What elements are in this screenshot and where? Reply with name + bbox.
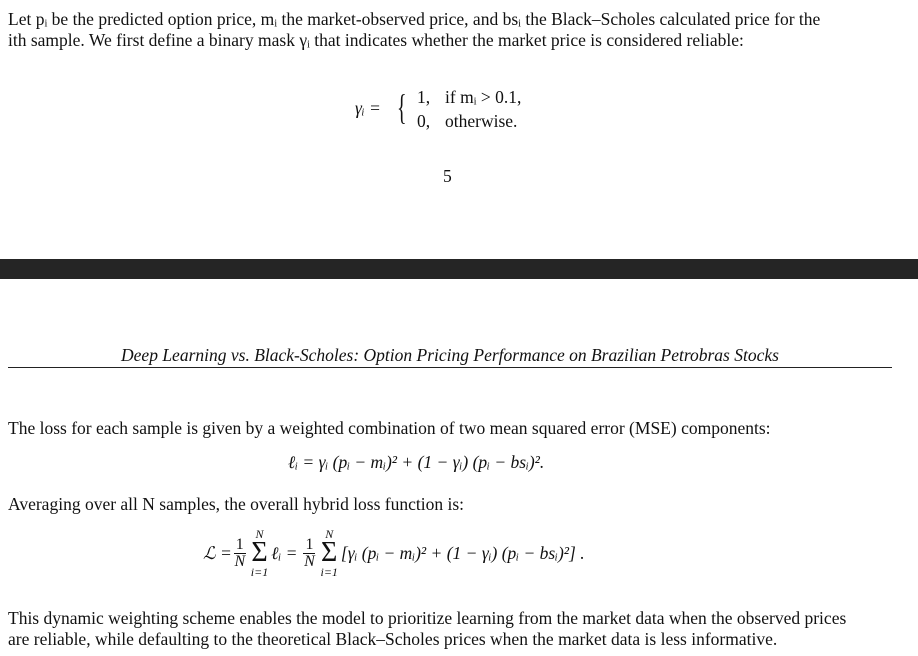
- cases-brace: {: [397, 87, 407, 127]
- case-2-condition: otherwise.: [445, 111, 518, 131]
- intro-line-2: ith sample. We first define a binary mask γᵢ that indicates whether the market price is considered reliable:: [8, 30, 744, 50]
- header-rule: [8, 367, 892, 368]
- fraction-denominator: N: [304, 552, 315, 570]
- hybrid-loss-equation: [203, 528, 585, 578]
- loss-term-1: ℓᵢ =: [271, 542, 298, 563]
- sum-lower-limit: i=1: [320, 565, 338, 579]
- loss-term-2: [γᵢ (pᵢ − mᵢ)² + (1 − γᵢ) (pᵢ − bsᵢ)²] .: [340, 542, 585, 563]
- conclusion-line-1: This dynamic weighting scheme enables the model to prioritize learning from the market data when the observed prices: [8, 608, 847, 628]
- case-2-value: 0,: [417, 111, 431, 131]
- case-1-condition: if mᵢ > 0.1,: [445, 87, 522, 107]
- fraction-numerator: 1: [235, 535, 244, 553]
- sum-upper-limit: N: [255, 527, 264, 541]
- fraction-numerator: 1: [305, 535, 314, 553]
- loss-intro-paragraph: The loss for each sample is given by a weighted combination of two mean squared error (MSE) components:: [8, 418, 771, 438]
- loss-lhs: ℒ =: [203, 542, 232, 563]
- conclusion-line-2: are reliable, while defaulting to the theoretical Black–Scholes prices when the market data is less informative.: [8, 629, 778, 649]
- sum-upper-limit: N: [325, 527, 334, 541]
- case-1-value: 1,: [417, 87, 431, 107]
- sigma-icon: Σ: [251, 537, 268, 568]
- mask-lhs: γᵢ =: [355, 98, 381, 118]
- fraction-2: [303, 537, 315, 570]
- intro-line-1: Let pᵢ be the predicted option price, mᵢ the market-observed price, and bsᵢ the Black–Scholes calculated price for the: [8, 9, 821, 29]
- averaging-paragraph: Averaging over all N samples, the overall hybrid loss function is:: [8, 494, 465, 514]
- fraction-1: [234, 537, 246, 570]
- sigma-icon: Σ: [321, 537, 338, 568]
- summation-2: [320, 528, 337, 578]
- sum-lower-limit: i=1: [250, 565, 269, 579]
- page-number: 5: [443, 166, 452, 186]
- fraction-denominator: N: [234, 552, 246, 570]
- running-header: Deep Learning vs. Black-Scholes: Option Pricing Performance on Brazilian Petrobras Stocks: [121, 345, 779, 365]
- page-separator: [0, 259, 918, 279]
- per-sample-loss-equation: ℓᵢ = γᵢ (pᵢ − mᵢ)² + (1 − γᵢ) (pᵢ − bsᵢ)².: [288, 452, 545, 472]
- summation-1: [251, 528, 268, 578]
